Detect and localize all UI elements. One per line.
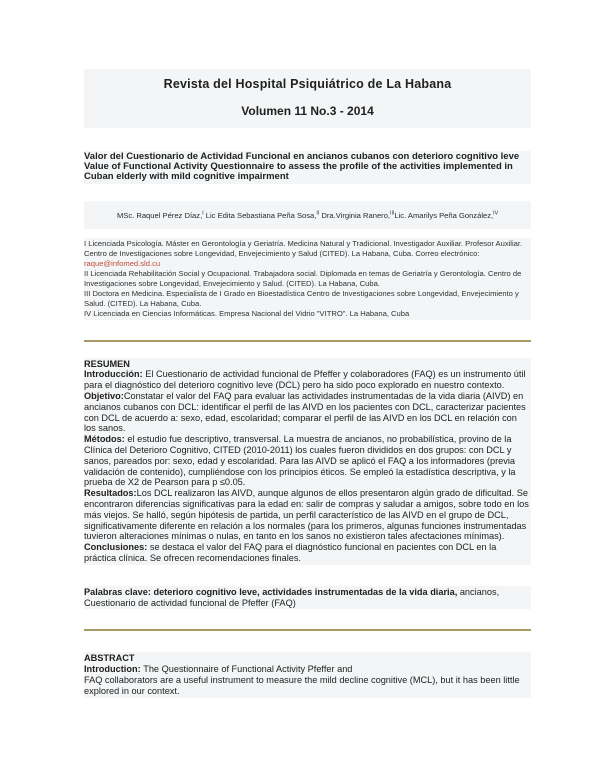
section-divider bbox=[84, 340, 531, 342]
author-superscript: IV bbox=[493, 210, 499, 217]
keywords-text: ancianos, Cuestionario de actividad funcional de Pfeffer (FAQ) bbox=[84, 586, 500, 608]
resumen-introduccion: Introducción: El Cuestionario de actividad funcional de Pfeffer y colaboradores (FAQ) es un instrumento útil para el diagnóstico del deterioro cognitivo leve (DCL) pero ha sido poco explorado en nuestro contexto. bbox=[84, 369, 526, 391]
authors-line bbox=[84, 201, 531, 229]
author-name: Lic. Amarilys Peña González,$^{IV}$ bbox=[394, 210, 499, 220]
article-title-block bbox=[84, 151, 531, 184]
resumen-conclusiones: Conclusiones: se destaca el valor del FAQ para el diagnóstico funcional en pacientes con DCL en la práctica clínica. Se ofrecen recomendaciones finales. bbox=[84, 542, 497, 563]
author-superscript: I bbox=[202, 210, 204, 217]
section-divider bbox=[84, 629, 531, 631]
keywords-block bbox=[84, 586, 531, 610]
affiliation-entry: III Doctora en Medicina. Especialista de I Grado en Bioestadística Centro de Investigaciones sobre Longevidad, Envejecimiento y Salud. (CITED). La Habana, Cuba. bbox=[84, 288, 519, 308]
author-name: Lic Edita Sebastiana Peña Sosa,$^{II}$ bbox=[203, 210, 320, 220]
author-superscript: III bbox=[390, 210, 395, 217]
affiliation-entry: II Licenciada Rehabilitación Social y Ocupacional. Trabajadora social. Diplomada en temas de Geriatría y Gerontología. Centro de Investigaciones sobre Longevidad, Envejecimiento y Salud. (CITED). La Habana, Cuba. bbox=[84, 268, 522, 288]
article-title-english: Value of Functional Activity Questionnaire to assess the profile of the activities implemented in Cuban elderly with mild cognitive impairment bbox=[84, 161, 513, 183]
keywords-label: Palabras clave: deterioro cognitivo leve, actividades instrumentadas de la vida diaria, bbox=[84, 586, 458, 597]
author-name: Dra.Virginia Ranero,$^{III}$ bbox=[319, 210, 395, 220]
affiliation-text: I Licenciada Psicología. Máster en Gerontología y Geriatría. Medicina Natural y Tradicional. Investigador Auxiliar. Profesor Auxiliar. Centro de Investigaciones sobre Longevidad, Envejecimiento y Salud (CITED). La Habana, Cuba. Correo electrónico: bbox=[84, 238, 523, 258]
affiliations-block bbox=[84, 238, 531, 320]
abstract-introduction: Introduction: The Questionnaire of Functional Activity Pfeffer and FAQ collaborators are a useful instrument to measure the mild decline cognitive (MCL), but it has been little explored in our context. bbox=[84, 664, 520, 696]
journal-header bbox=[84, 69, 531, 128]
journal-volume: Volumen 11 No.3 - 2014 bbox=[241, 104, 374, 118]
resumen-metodos: Métodos: el estudio fue descriptivo, transversal. La muestra de ancianos, no probabilística, provino de la Clínica del Deterioro Cognitivo, CITED (2010-2011) los cuales fueron divididos en dos grupos: con DCL y sanos, pareados por: sexo, edad y escolaridad. Para las AIVD se aplicó el FAQ a los informadores (previa validación de contenido), cumpliéndose con los principios éticos. Se empleó la estadística descriptiva, y la prueba de X2 de Pearson para p ≤0.05. bbox=[84, 434, 516, 488]
resumen-resultados: Resultados:Los DCL realizaron las AIVD, aunque algunos de ellos presentaron algún grado de dificultad. Se encontraron diferencias significativas para la edad en: salir de compras y saludar a amigos, sobre todo en los más viejos. Se halló, según hipótesis de partida, un perfil característico de las AIVD en el grupo de DCL, significativamente diferente en relación a los normales (para los primeros, algunas funciones instrumentadas tuvieron alteraciones mínimas o nulas, en tanto en los sanos no existieron tales afectaciones mínimas). bbox=[84, 488, 529, 542]
resumen-objetivo: Objetivo:Constatar el valor del FAQ para evaluar las actividades instrumentadas de la vida diaria (AIVD) en ancianos cubanos con DCL: identificar el perfil de las AIVD en los pacientes con DCL, caracterizar pacientes con DCL de acuerdo a: sexo, edad, escolaridad; comparar el perfil de las AIVD en los DCL en relación con los sanos. bbox=[84, 391, 526, 434]
article-title-spanish: Valor del Cuestionario de Actividad Funcional en ancianos cubanos con deterioro cognitivo leve bbox=[84, 151, 520, 162]
email-link[interactable]: raque@infomed.sld.cu bbox=[84, 258, 161, 268]
author-name: MSc. Raquel Pérez Díaz,$^I$ bbox=[116, 210, 204, 220]
document-page bbox=[84, 0, 531, 698]
abstract-heading: ABSTRACT bbox=[84, 653, 135, 664]
affiliation-entry: IV Licenciada en Ciencias Informáticas. Empresa Nacional del Vidrio "VITRO". La Habana, Cuba bbox=[84, 308, 410, 318]
resumen-heading: RESUMEN bbox=[84, 358, 130, 369]
affiliation-entry bbox=[84, 239, 531, 269]
journal-title: Revista del Hospital Psiquiátrico de La Habana bbox=[163, 77, 452, 91]
author-superscript: II bbox=[316, 210, 320, 217]
resumen-section bbox=[84, 358, 531, 565]
abstract-section bbox=[84, 652, 531, 697]
